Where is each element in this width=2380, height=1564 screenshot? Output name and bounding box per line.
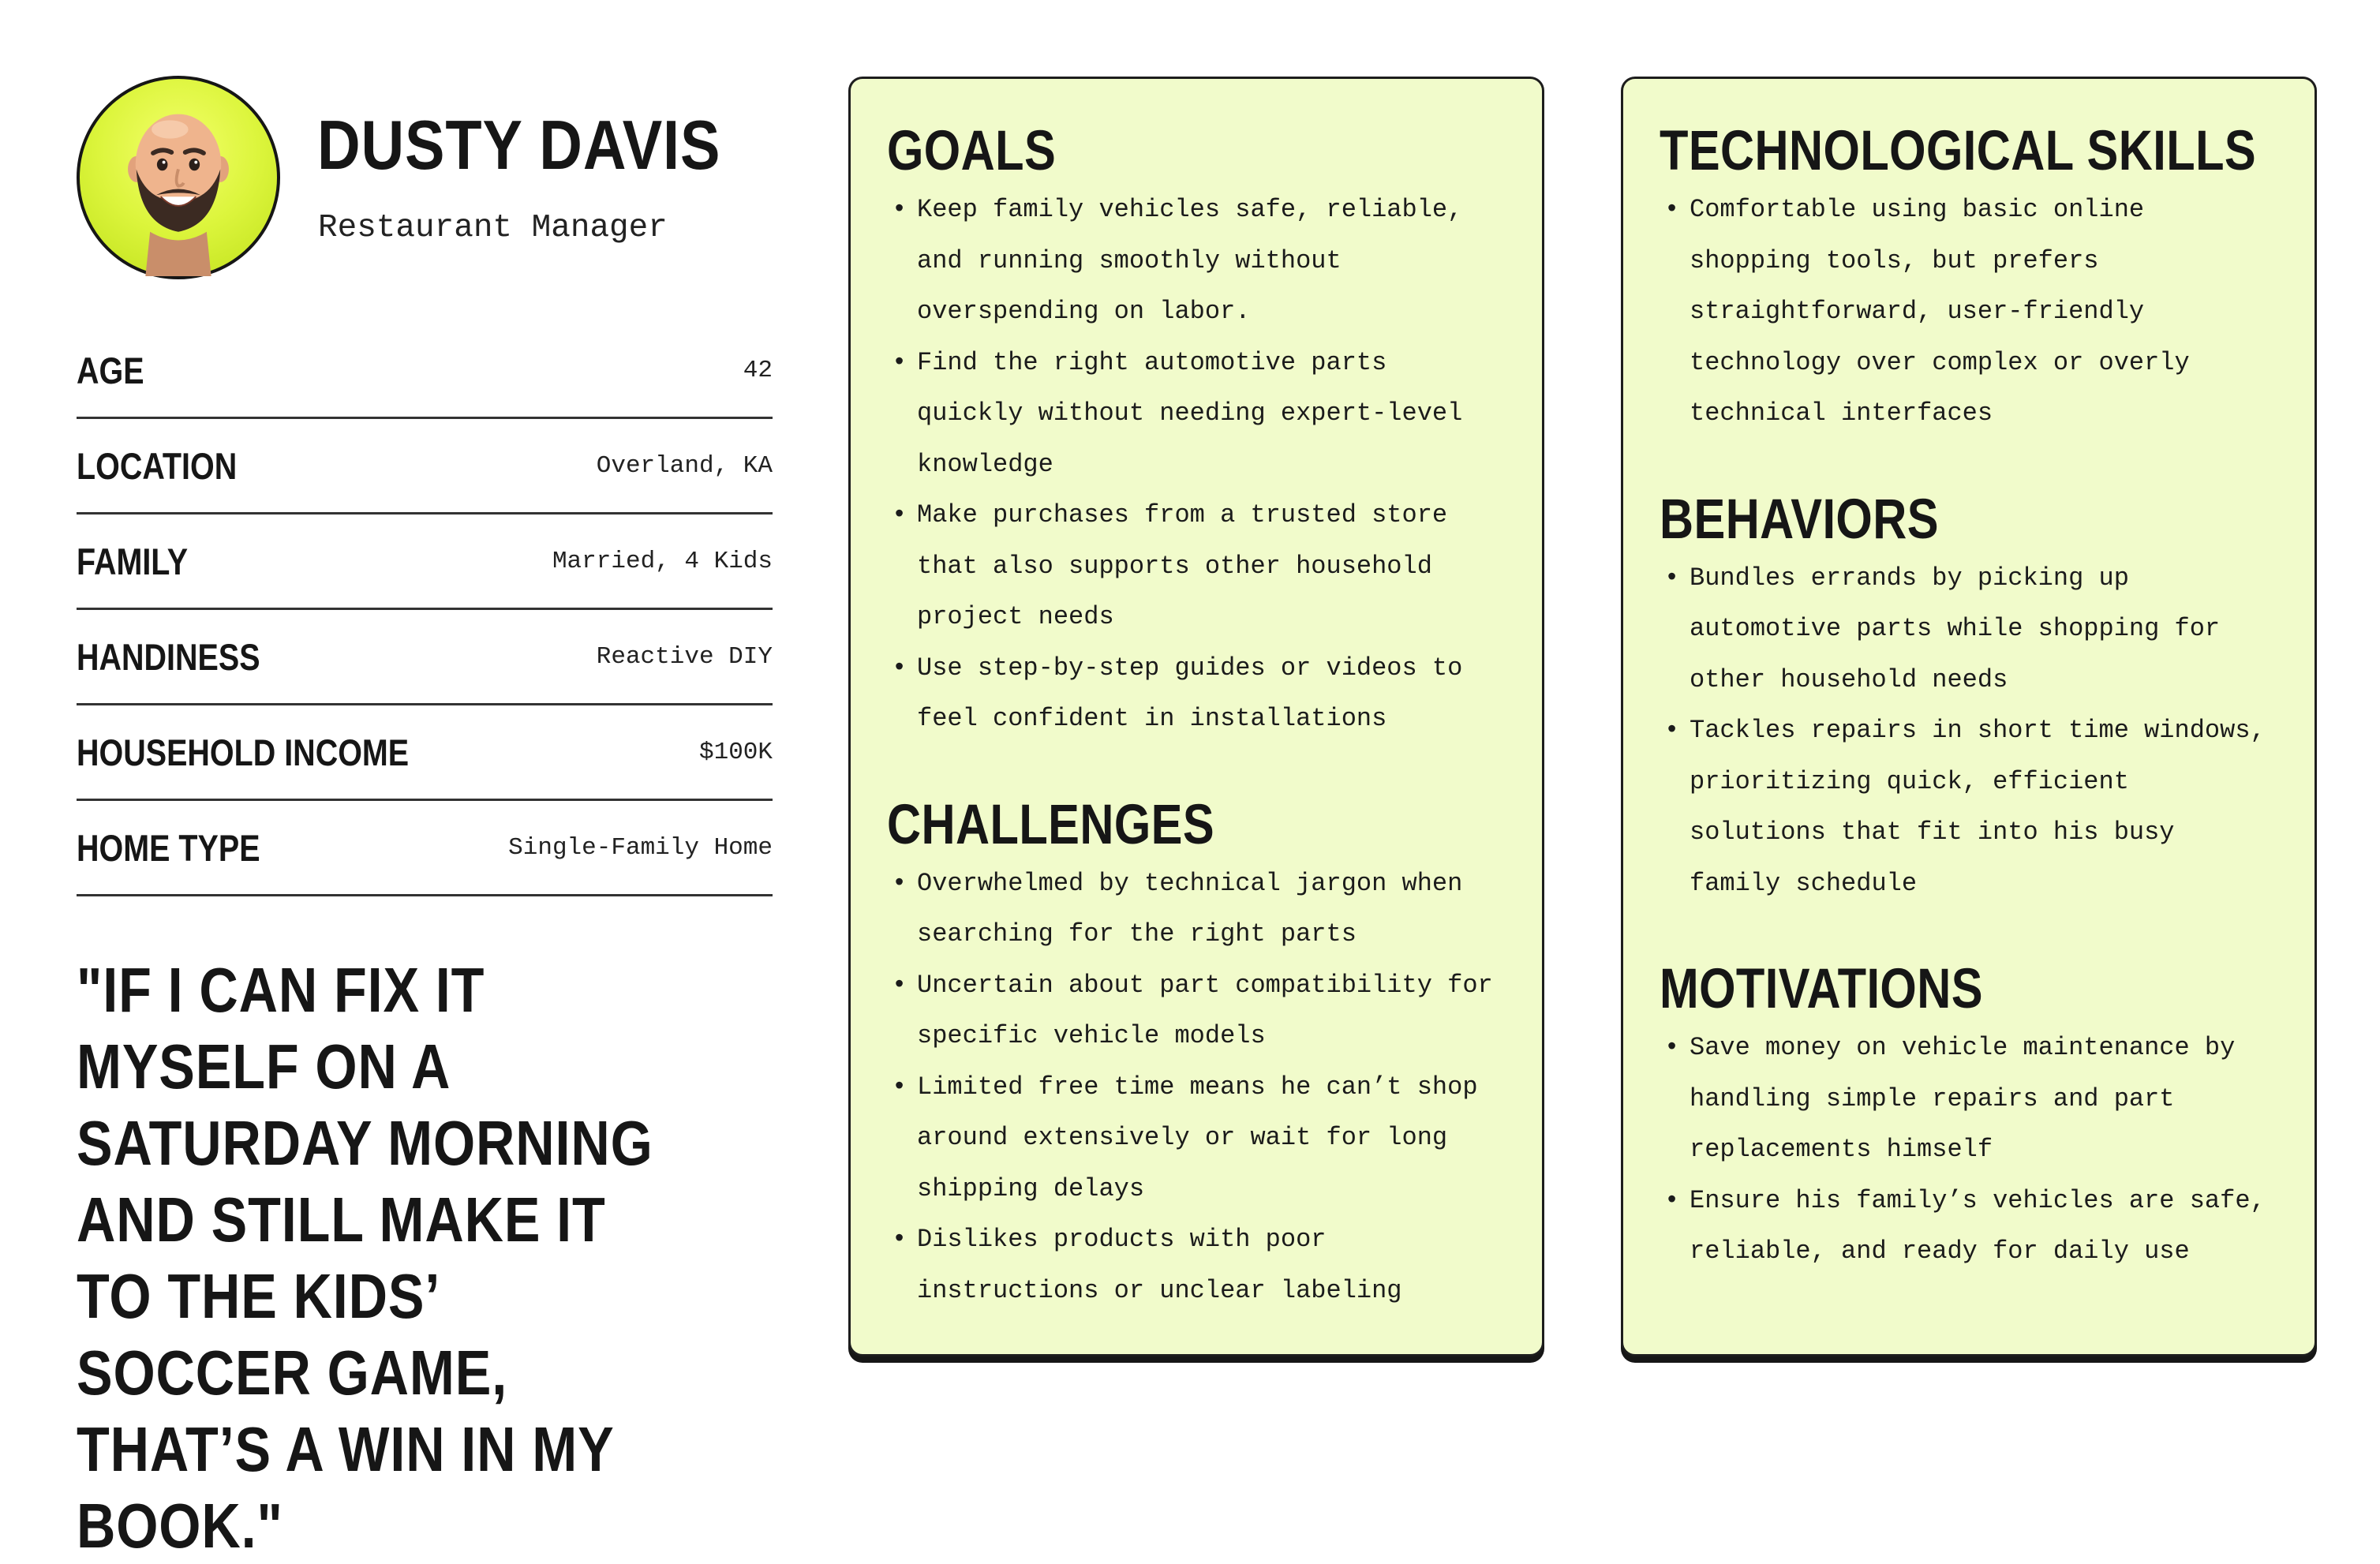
list-item: • Limited free time means he can’t shop around extensively or wait for long shipping delays — [887, 1062, 1506, 1215]
list-item: • Bundles errands by picking up automotive parts while shopping for other household needs — [1660, 553, 2278, 706]
list-item: • Make purchases from a trusted store that also supports other household project needs — [887, 490, 1506, 643]
motivations-list — [1660, 1023, 2278, 1278]
attr-row-family — [77, 514, 773, 610]
persona-quote: "IF I CAN FIX IT MYSELF ON A SATURDAY MORNING AND STILL MAKE IT TO THE KIDS’ SOCCER GAME, THAT’S A WIN IN MY BOOK." — [77, 955, 653, 1561]
list-item: • Keep family vehicles safe, reliable, and running smoothly without overspending on labor. — [887, 185, 1506, 338]
attr-label: LOCATION — [77, 444, 238, 487]
attr-value: Single-Family Home — [508, 833, 773, 862]
list-item: • Overwhelmed by technical jargon when searching for the right parts — [887, 859, 1506, 960]
persona-role: Restaurant Manager — [318, 210, 668, 246]
attr-row-handiness — [77, 610, 773, 705]
persona-name: DUSTY DAVIS — [317, 106, 721, 184]
list-item: • Dislikes products with poor instructions or unclear labeling — [887, 1214, 1506, 1316]
goals-title: GOALS — [887, 120, 1057, 182]
list-item: • Tackles repairs in short time windows, prioritizing quick, efficient solutions that fit into his busy family schedule — [1660, 705, 2278, 909]
attr-row-age — [77, 324, 773, 419]
attr-label: HANDINESS — [77, 635, 260, 678]
attr-value: Overland, KA — [596, 451, 773, 480]
goals-list — [887, 185, 1506, 745]
attributes-table — [77, 324, 773, 896]
attr-row-location — [77, 419, 773, 514]
goals-challenges-card — [848, 77, 1544, 1356]
challenges-title: CHALLENGES — [887, 793, 1215, 856]
list-item: • Use step-by-step guides or videos to feel confident in installations — [887, 643, 1506, 745]
attr-label: FAMILY — [77, 540, 189, 582]
attr-label: AGE — [77, 349, 144, 391]
profile-column — [77, 76, 773, 896]
list-item: • Save money on vehicle maintenance by handling simple repairs and part replacements himself — [1660, 1023, 2278, 1176]
challenges-list — [887, 859, 1506, 1317]
list-item: • Comfortable using basic online shopping tools, but prefers straightforward, user-friendly technology over complex or overly technical interfaces — [1660, 185, 2278, 440]
behaviors-title: BEHAVIORS — [1660, 488, 1939, 551]
attr-value: Reactive DIY — [596, 642, 773, 671]
attr-label: HOME TYPE — [77, 826, 260, 869]
attr-label: HOUSEHOLD INCOME — [77, 731, 410, 773]
attr-value: $100K — [698, 738, 773, 766]
motivations-title: MOTIVATIONS — [1660, 958, 1983, 1020]
attr-value: Married, 4 Kids — [552, 547, 773, 575]
skills-behaviors-card — [1621, 77, 2317, 1356]
list-item: • Uncertain about part compatibility for specific vehicle models — [887, 960, 1506, 1062]
profile-header — [77, 76, 773, 279]
avatar — [77, 76, 280, 279]
tech-skills-list — [1660, 185, 2278, 440]
list-item: • Ensure his family’s vehicles are safe, reliable, and ready for daily use — [1660, 1176, 2278, 1278]
behaviors-list — [1660, 553, 2278, 910]
memoji-icon — [80, 79, 277, 276]
attr-value: 42 — [743, 356, 773, 384]
attr-row-home-type — [77, 801, 773, 896]
attr-row-household-income — [77, 705, 773, 801]
tech-skills-title: TECHNOLOGICAL SKILLS — [1660, 120, 2257, 182]
list-item: • Find the right automotive parts quickly without needing expert-level knowledge — [887, 338, 1506, 491]
